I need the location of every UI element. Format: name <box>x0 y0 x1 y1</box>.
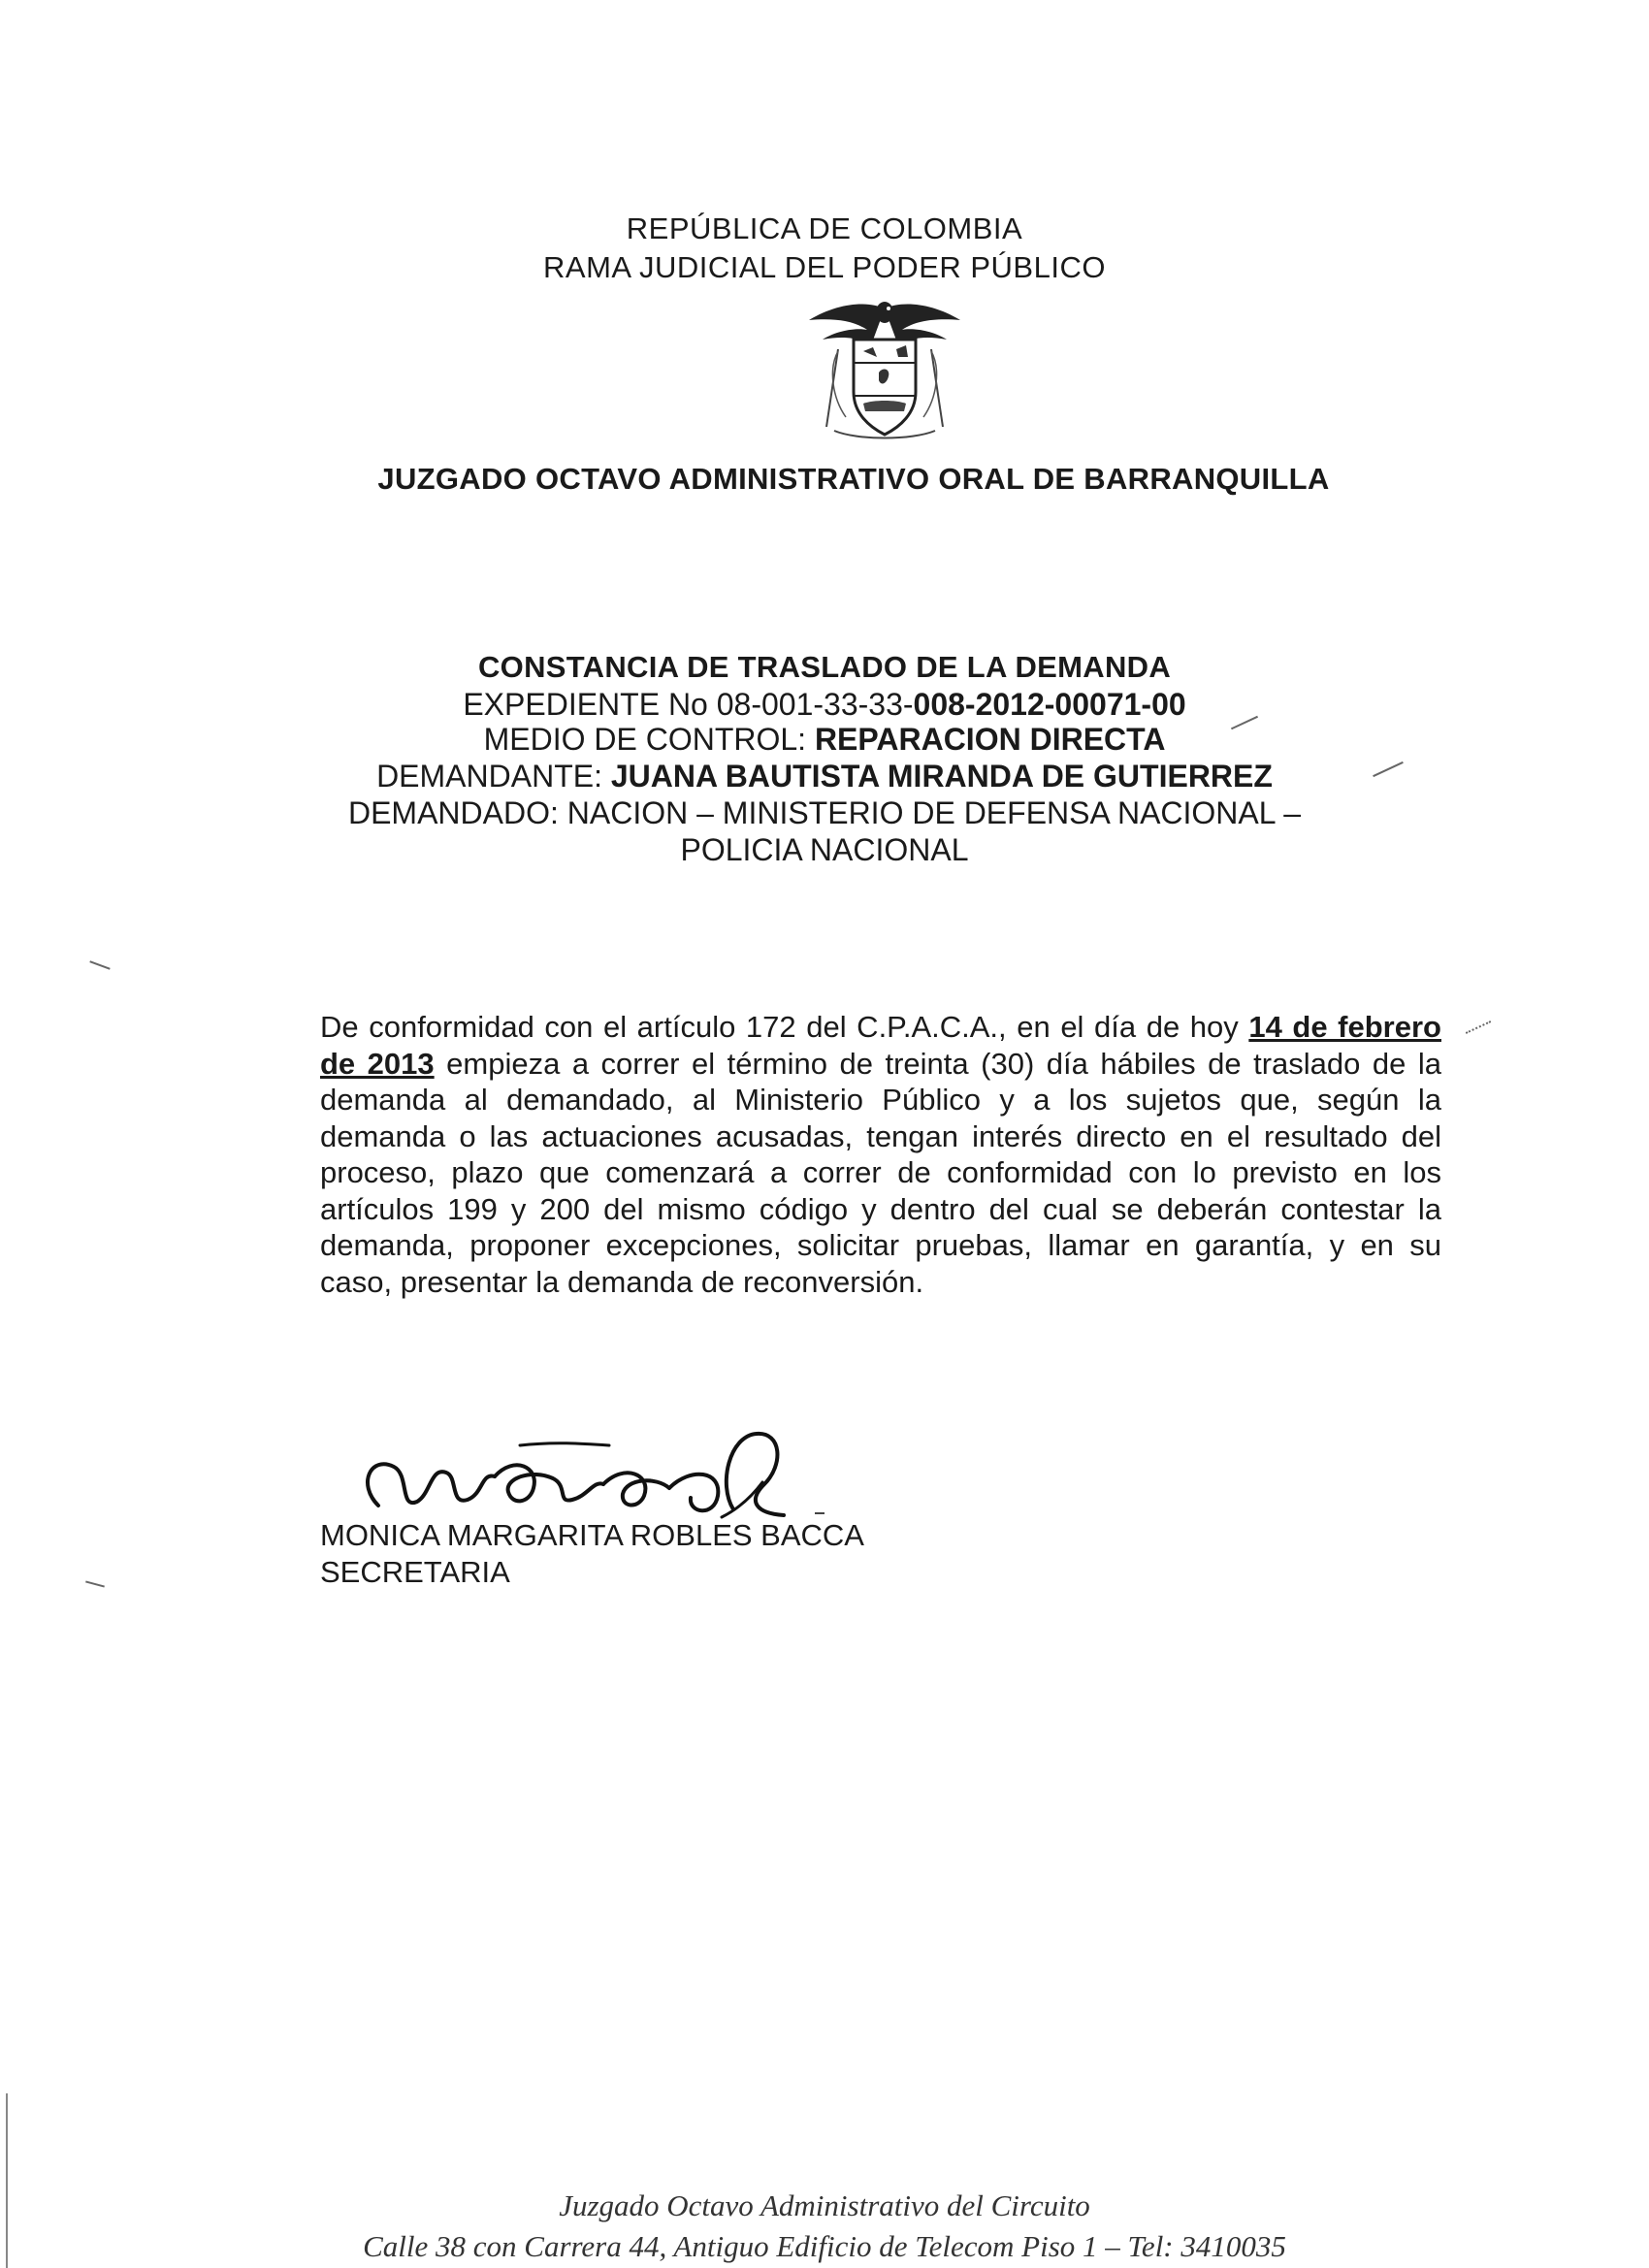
court-name: JUZGADO OCTAVO ADMINISTRATIVO ORAL DE BARRANQUILLA <box>377 462 1330 496</box>
body-paragraph <box>320 1009 1441 1300</box>
demandado-line-2: POLICIA NACIONAL <box>680 832 969 867</box>
footer-court: Juzgado Octavo Administrativo del Circuito <box>559 2188 1090 2222</box>
document-title: CONSTANCIA DE TRASLADO DE LA DEMANDA <box>477 650 1172 684</box>
footer-address: Calle 38 con Carrera 44, Antiguo Edificio de Telecom Piso 1 – Tel: 3410035 <box>363 2229 1286 2263</box>
medio-de-control-line <box>0 722 1649 758</box>
expediente-label: EXPEDIENTE No 08-001-33-33- <box>463 687 914 722</box>
medio-label: MEDIO DE CONTROL: <box>483 722 815 757</box>
expediente-number: 008-2012-00071-00 <box>913 687 1186 722</box>
demandante-value: JUANA BAUTISTA MIRANDA DE GUTIERREZ <box>610 759 1273 794</box>
expediente-line <box>0 687 1649 723</box>
colombia-coat-of-arms-icon <box>799 291 970 446</box>
handwritten-signature <box>349 1416 854 1533</box>
country-heading: REPÚBLICA DE COLOMBIA <box>626 211 1023 245</box>
medio-value: REPARACION DIRECTA <box>814 722 1166 757</box>
demandado-line-1: DEMANDADO: NACION – MINISTERIO DE DEFENSA NACIONAL – <box>347 795 1302 830</box>
demandante-label: DEMANDANTE: <box>376 759 611 794</box>
check-mark <box>1466 1021 1491 1034</box>
body-text-part-2: empieza a correr el término de treinta (30) día hábiles de traslado de la demanda al demandado, al Ministerio Público y a los sujetos que, según la demanda o las actuaciones acusadas, tengan interés directo en el resultado del proceso, plazo que comenzará a correr de conformidad con lo previsto en los artículos 199 y 200 del mismo código y dentro del cual se deberán contestar la demanda, proponer excepciones, solicitar pruebas, llamar en garantía, y en su caso, presentar la demanda de reconversión. <box>320 1046 1441 1299</box>
signer-role: SECRETARIA <box>320 1555 510 1589</box>
scan-artifact <box>85 1580 105 1587</box>
signer-name: MONICA MARGARITA ROBLES BACCA <box>320 1518 864 1552</box>
branch-heading: RAMA JUDICIAL DEL PODER PÚBLICO <box>543 250 1106 284</box>
body-text-part-1: De conformidad con el artículo 172 del C.P.A.C.A., en el día de hoy <box>320 1010 1249 1044</box>
scan-artifact <box>89 960 110 969</box>
notification-date: 14 de febrero de 2013 <box>320 1010 1441 1081</box>
